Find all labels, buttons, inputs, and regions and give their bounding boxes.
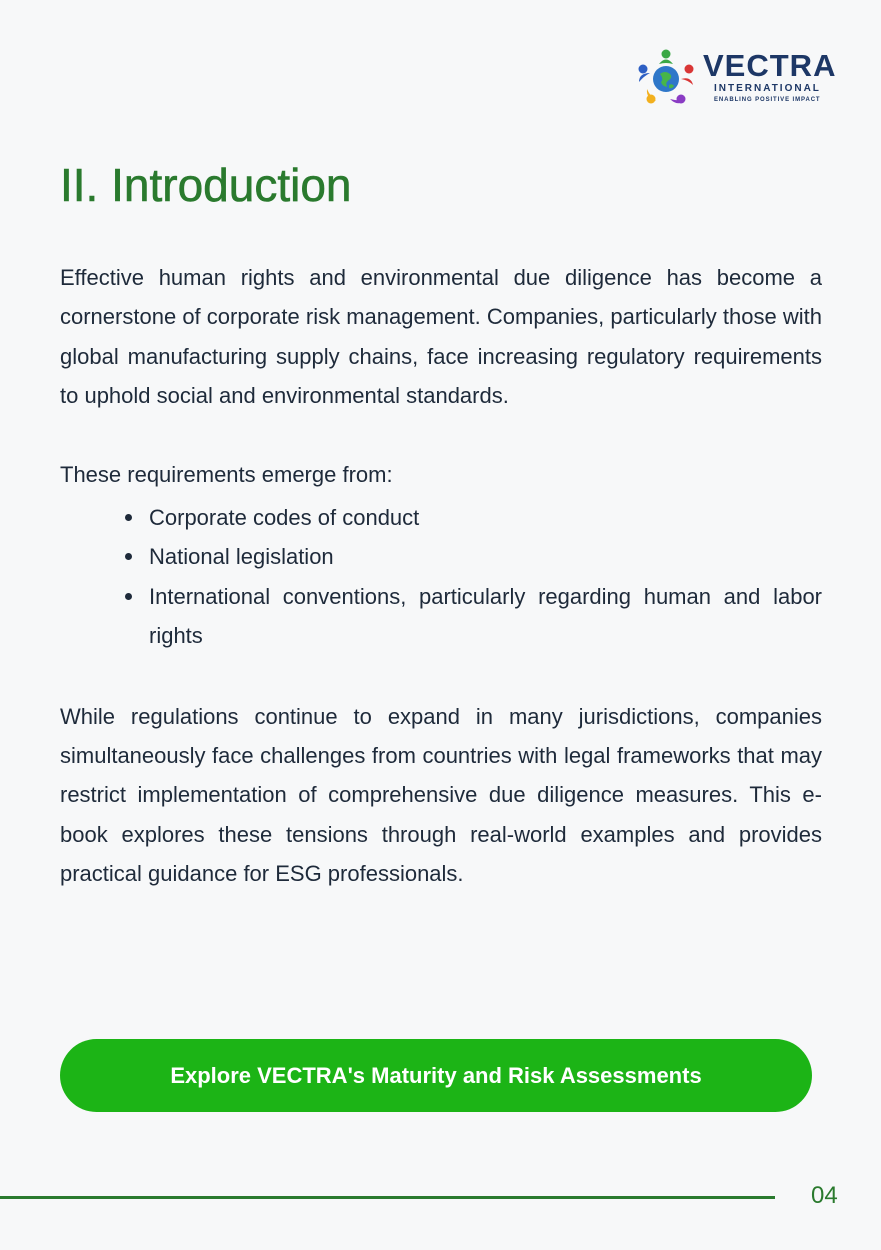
intro-body (60, 258, 822, 894)
vectra-logo (636, 48, 846, 110)
requirements-lead: These requirements emerge from: (60, 461, 393, 487)
footer-divider (0, 1196, 775, 1199)
logo-wordmark: VECTRA (703, 48, 837, 83)
people-circle-globe-icon (636, 48, 696, 108)
list-item: National legislation (149, 537, 822, 576)
list-item: Corporate codes of conduct (149, 498, 822, 537)
requirements-list (60, 498, 822, 656)
list-item: International conventions, particularly regarding human and labor rights (149, 577, 822, 656)
explore-assessments-button[interactable]: Explore VECTRA's Maturity and Risk Assessments (60, 1039, 812, 1112)
section-heading: II. Introduction (60, 159, 352, 211)
page-number: 04 (811, 1182, 838, 1209)
closing-paragraph: While regulations continue to expand in many jurisdictions, companies simultaneously face challenges from countries with legal frameworks that may restrict implementation of comprehensive due diligence measures. This e-book explores these tensions through real-world examples and provides practical guidance for ESG professionals. (60, 703, 822, 887)
logo-subtitle: INTERNATIONAL (714, 83, 821, 94)
logo-tagline: ENABLING POSITIVE IMPACT (714, 97, 821, 103)
intro-paragraph: Effective human rights and environmental due diligence has become a cornerstone of corporate risk management. Companies, particularly those with global manufacturing supply chains, face increasing regulatory requirements to uphold social and environmental standards. (60, 265, 822, 409)
